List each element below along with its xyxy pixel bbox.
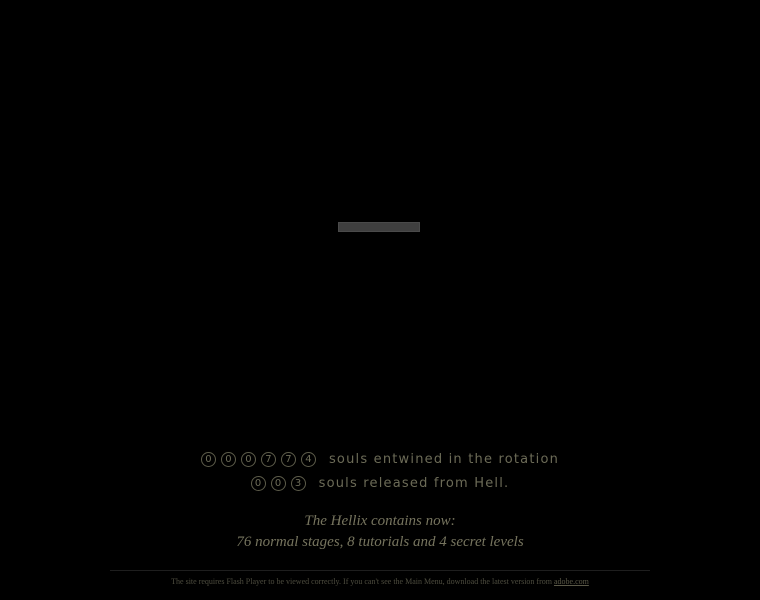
counter-digit: 0 [241,452,256,467]
counter-label-released: souls released from Hell. [318,476,510,491]
counter-row-released [0,476,760,491]
contains-heading: The Hellix contains now: [304,513,456,529]
footer-notice [110,577,650,587]
counter-digit: 7 [261,452,276,467]
counter-label-rotation: souls entwined in the rotation [328,452,560,467]
loading-progress-fill [339,223,419,231]
footer-notice-text: The site requires Flash Player to be viewed correctly. If you can't see the Main Menu, download the latest version from [171,577,554,586]
adobe-link[interactable]: adobe.com [553,577,589,586]
loading-progress-bar [338,222,420,232]
contains-block [0,513,760,551]
footer [110,570,650,587]
counter-digit: 3 [291,476,306,491]
counter-digit: 0 [271,476,286,491]
soul-counters [0,452,760,500]
counter-digit: 0 [221,452,236,467]
counter-digit: 7 [281,452,296,467]
contains-details: 76 normal stages, 8 tutorials and 4 secret levels [236,534,524,550]
counter-digit: 0 [251,476,266,491]
counter-digit: 0 [201,452,216,467]
counter-digit: 4 [301,452,316,467]
counter-row-rotation [0,452,760,467]
